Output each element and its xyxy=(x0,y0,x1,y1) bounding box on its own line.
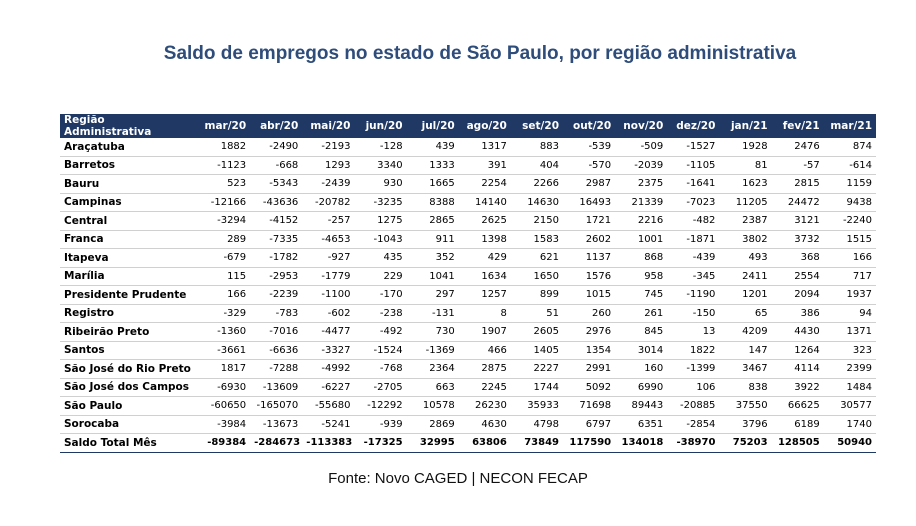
table-cell: -3235 xyxy=(354,193,406,212)
table-cell: -257 xyxy=(302,212,354,231)
table-cell: -3984 xyxy=(198,415,250,434)
table-cell: 2815 xyxy=(772,175,824,194)
table-cell: -1105 xyxy=(667,156,719,175)
table-cell: -939 xyxy=(354,415,406,434)
table-cell: -539 xyxy=(563,138,615,156)
header-month: jun/20 xyxy=(354,114,406,138)
region-name: Bauru xyxy=(60,175,198,194)
region-name: Araçatuba xyxy=(60,138,198,156)
table-cell: 30577 xyxy=(824,397,876,416)
table-cell: -1524 xyxy=(354,341,406,360)
table-cell: 106 xyxy=(667,378,719,397)
table-cell: 523 xyxy=(198,175,250,194)
table-cell: 11205 xyxy=(719,193,771,212)
table-cell: -5241 xyxy=(302,415,354,434)
table-cell: 958 xyxy=(615,267,667,286)
header-month: jul/20 xyxy=(407,114,459,138)
table-cell: 3467 xyxy=(719,360,771,379)
table-cell: 81 xyxy=(719,156,771,175)
total-value: 75203 xyxy=(719,434,771,453)
table-cell: 1515 xyxy=(824,230,876,249)
table-cell: 466 xyxy=(459,341,511,360)
header-month: fev/21 xyxy=(772,114,824,138)
table-cell: 2094 xyxy=(772,286,824,305)
table-cell: 1817 xyxy=(198,360,250,379)
table-cell: 94 xyxy=(824,304,876,323)
table-cell: 65 xyxy=(719,304,771,323)
table-cell: 6797 xyxy=(563,415,615,434)
table-cell: 4209 xyxy=(719,323,771,342)
table-cell: 16493 xyxy=(563,193,615,212)
region-name: Santos xyxy=(60,341,198,360)
page-title: Saldo de empregos no estado de São Paulo, por região administrativa xyxy=(163,43,797,64)
table-cell: -7023 xyxy=(667,193,719,212)
table-cell: 2150 xyxy=(511,212,563,231)
table-cell: 845 xyxy=(615,323,667,342)
table-cell: -2953 xyxy=(250,267,302,286)
table-cell: 1001 xyxy=(615,230,667,249)
table-cell: -2490 xyxy=(250,138,302,156)
region-name: Itapeva xyxy=(60,249,198,268)
header-month: mar/21 xyxy=(824,114,876,138)
total-value: -17325 xyxy=(354,434,406,453)
table-cell: 439 xyxy=(407,138,459,156)
header-month: jan/21 xyxy=(719,114,771,138)
table-cell: 21339 xyxy=(615,193,667,212)
header-month: mar/20 xyxy=(198,114,250,138)
table-row xyxy=(60,323,876,342)
table-cell: 730 xyxy=(407,323,459,342)
total-label: Saldo Total Mês xyxy=(60,434,198,453)
header-month: ago/20 xyxy=(459,114,511,138)
table-cell: -1527 xyxy=(667,138,719,156)
table-cell: 2976 xyxy=(563,323,615,342)
table-header-row xyxy=(60,114,876,138)
table-cell: -492 xyxy=(354,323,406,342)
table-cell: 1740 xyxy=(824,415,876,434)
table-cell: -1782 xyxy=(250,249,302,268)
table-cell: -2039 xyxy=(615,156,667,175)
table-cell: -12292 xyxy=(354,397,406,416)
header-month: nov/20 xyxy=(615,114,667,138)
table-cell: 899 xyxy=(511,286,563,305)
table-cell: 2399 xyxy=(824,360,876,379)
table-cell: 8 xyxy=(459,304,511,323)
region-name: Ribeirão Preto xyxy=(60,323,198,342)
table-row xyxy=(60,341,876,360)
table-row xyxy=(60,304,876,323)
table-cell: 89443 xyxy=(615,397,667,416)
table-cell: 1907 xyxy=(459,323,511,342)
table-cell: -3294 xyxy=(198,212,250,231)
table-cell: -55680 xyxy=(302,397,354,416)
table-cell: -1100 xyxy=(302,286,354,305)
table-cell: 229 xyxy=(354,267,406,286)
table-cell: -128 xyxy=(354,138,406,156)
table-cell: 1201 xyxy=(719,286,771,305)
table-cell: 1822 xyxy=(667,341,719,360)
table-cell: 2602 xyxy=(563,230,615,249)
table-cell: -679 xyxy=(198,249,250,268)
table-cell: -602 xyxy=(302,304,354,323)
table-cell: -668 xyxy=(250,156,302,175)
header-month: set/20 xyxy=(511,114,563,138)
table-cell: -7288 xyxy=(250,360,302,379)
table-cell: -2193 xyxy=(302,138,354,156)
table-cell: 24472 xyxy=(772,193,824,212)
table-cell: -13609 xyxy=(250,378,302,397)
table-row xyxy=(60,193,876,212)
table-cell: 51 xyxy=(511,304,563,323)
table-cell: -6930 xyxy=(198,378,250,397)
table-cell: -329 xyxy=(198,304,250,323)
region-name: São José do Rio Preto xyxy=(60,360,198,379)
table-cell: -20782 xyxy=(302,193,354,212)
table-cell: -170 xyxy=(354,286,406,305)
table-cell: -150 xyxy=(667,304,719,323)
table-cell: -439 xyxy=(667,249,719,268)
table-cell: 2254 xyxy=(459,175,511,194)
table-cell: 14140 xyxy=(459,193,511,212)
table-cell: 1484 xyxy=(824,378,876,397)
table-cell: 1665 xyxy=(407,175,459,194)
table-cell: 1354 xyxy=(563,341,615,360)
table-cell: 1264 xyxy=(772,341,824,360)
table-cell: 297 xyxy=(407,286,459,305)
table-cell: -1779 xyxy=(302,267,354,286)
table-cell: 1721 xyxy=(563,212,615,231)
header-region: Região Administrativa xyxy=(60,114,198,138)
table-cell: 1041 xyxy=(407,267,459,286)
table-row xyxy=(60,249,876,268)
table-cell: 368 xyxy=(772,249,824,268)
table-cell: -2239 xyxy=(250,286,302,305)
table-cell: 4630 xyxy=(459,415,511,434)
table-cell: -6227 xyxy=(302,378,354,397)
table-row xyxy=(60,156,876,175)
table-cell: 5092 xyxy=(563,378,615,397)
table-cell: 4114 xyxy=(772,360,824,379)
table-cell: -20885 xyxy=(667,397,719,416)
table-cell: 4798 xyxy=(511,415,563,434)
table-cell: 1015 xyxy=(563,286,615,305)
table-row xyxy=(60,415,876,434)
total-value: -284673 xyxy=(250,434,302,453)
total-value: -113383 xyxy=(302,434,354,453)
table-cell: 2987 xyxy=(563,175,615,194)
table-row xyxy=(60,267,876,286)
table-cell: 2554 xyxy=(772,267,824,286)
table-row xyxy=(60,212,876,231)
table-cell: -1641 xyxy=(667,175,719,194)
total-value: -89384 xyxy=(198,434,250,453)
table-cell: 2364 xyxy=(407,360,459,379)
table-cell: 2411 xyxy=(719,267,771,286)
table-cell: -2439 xyxy=(302,175,354,194)
table-cell: -13673 xyxy=(250,415,302,434)
table-cell: 930 xyxy=(354,175,406,194)
table-cell: 621 xyxy=(511,249,563,268)
total-value: -38970 xyxy=(667,434,719,453)
table-cell: 166 xyxy=(198,286,250,305)
table-cell: 391 xyxy=(459,156,511,175)
table-cell: 1371 xyxy=(824,323,876,342)
table-cell: 352 xyxy=(407,249,459,268)
table-cell: 1882 xyxy=(198,138,250,156)
table-cell: 745 xyxy=(615,286,667,305)
header-month: dez/20 xyxy=(667,114,719,138)
table-cell: 1576 xyxy=(563,267,615,286)
table-cell: -1360 xyxy=(198,323,250,342)
table-cell: 1937 xyxy=(824,286,876,305)
table-cell: -3661 xyxy=(198,341,250,360)
table-cell: 2216 xyxy=(615,212,667,231)
total-value: 73849 xyxy=(511,434,563,453)
table-cell: -345 xyxy=(667,267,719,286)
table-cell: 1623 xyxy=(719,175,771,194)
table-cell: 2387 xyxy=(719,212,771,231)
table-cell: -60650 xyxy=(198,397,250,416)
table-cell: 3014 xyxy=(615,341,667,360)
table-row xyxy=(60,175,876,194)
table-cell: 2869 xyxy=(407,415,459,434)
table-cell: 6351 xyxy=(615,415,667,434)
table-cell: -1369 xyxy=(407,341,459,360)
table-cell: 1405 xyxy=(511,341,563,360)
table-cell: -1043 xyxy=(354,230,406,249)
total-value: 50940 xyxy=(824,434,876,453)
table-row xyxy=(60,397,876,416)
employment-table xyxy=(60,114,876,453)
region-name: Central xyxy=(60,212,198,231)
table-cell: 2625 xyxy=(459,212,511,231)
table-cell: -4152 xyxy=(250,212,302,231)
table-cell: 37550 xyxy=(719,397,771,416)
table-cell: -131 xyxy=(407,304,459,323)
region-name: São Paulo xyxy=(60,397,198,416)
table-cell: 386 xyxy=(772,304,824,323)
table-cell: 3922 xyxy=(772,378,824,397)
table-cell: 6990 xyxy=(615,378,667,397)
table-cell: -6636 xyxy=(250,341,302,360)
total-value: 128505 xyxy=(772,434,824,453)
table-cell: 883 xyxy=(511,138,563,156)
table-cell: 1293 xyxy=(302,156,354,175)
table-cell: 717 xyxy=(824,267,876,286)
table-cell: -2854 xyxy=(667,415,719,434)
table-cell: 838 xyxy=(719,378,771,397)
total-value: 32995 xyxy=(407,434,459,453)
table-cell: 874 xyxy=(824,138,876,156)
header-month: mai/20 xyxy=(302,114,354,138)
table-cell: -4653 xyxy=(302,230,354,249)
table-cell: 435 xyxy=(354,249,406,268)
region-name: Sorocaba xyxy=(60,415,198,434)
table-cell: -7016 xyxy=(250,323,302,342)
table-cell: 2375 xyxy=(615,175,667,194)
region-name: Registro xyxy=(60,304,198,323)
table-cell: -1399 xyxy=(667,360,719,379)
table-cell: 147 xyxy=(719,341,771,360)
table-cell: -783 xyxy=(250,304,302,323)
table-cell: 3732 xyxy=(772,230,824,249)
region-name: Marília xyxy=(60,267,198,286)
table-cell: -768 xyxy=(354,360,406,379)
total-row xyxy=(60,434,876,453)
table-cell: -1123 xyxy=(198,156,250,175)
total-value: 134018 xyxy=(615,434,667,453)
table-cell: 26230 xyxy=(459,397,511,416)
table-cell: 289 xyxy=(198,230,250,249)
table-cell: -7335 xyxy=(250,230,302,249)
table-cell: 9438 xyxy=(824,193,876,212)
table-row xyxy=(60,286,876,305)
table-cell: 3121 xyxy=(772,212,824,231)
table-cell: 66625 xyxy=(772,397,824,416)
table-cell: -570 xyxy=(563,156,615,175)
table-row xyxy=(60,360,876,379)
table-cell: 1159 xyxy=(824,175,876,194)
table-cell: -2705 xyxy=(354,378,406,397)
table-cell: 8388 xyxy=(407,193,459,212)
table-cell: -1190 xyxy=(667,286,719,305)
region-name: São José dos Campos xyxy=(60,378,198,397)
table-cell: 1333 xyxy=(407,156,459,175)
table-cell: -43636 xyxy=(250,193,302,212)
table-cell: 2605 xyxy=(511,323,563,342)
table-cell: 3340 xyxy=(354,156,406,175)
table-cell: 663 xyxy=(407,378,459,397)
table-cell: 160 xyxy=(615,360,667,379)
table-cell: 3796 xyxy=(719,415,771,434)
table-cell: -927 xyxy=(302,249,354,268)
table-cell: -1871 xyxy=(667,230,719,249)
table-cell: 260 xyxy=(563,304,615,323)
table-cell: 2991 xyxy=(563,360,615,379)
table-cell: -3327 xyxy=(302,341,354,360)
table-cell: 13 xyxy=(667,323,719,342)
table-cell: 1317 xyxy=(459,138,511,156)
table-cell: 2266 xyxy=(511,175,563,194)
table-cell: 115 xyxy=(198,267,250,286)
table-cell: 323 xyxy=(824,341,876,360)
table-cell: 71698 xyxy=(563,397,615,416)
table-cell: 35933 xyxy=(511,397,563,416)
table-cell: -2240 xyxy=(824,212,876,231)
table-cell: 1137 xyxy=(563,249,615,268)
table-cell: -5343 xyxy=(250,175,302,194)
table-cell: 2227 xyxy=(511,360,563,379)
table-cell: -4992 xyxy=(302,360,354,379)
table-cell: 4430 xyxy=(772,323,824,342)
region-name: Presidente Prudente xyxy=(60,286,198,305)
table-row xyxy=(60,230,876,249)
source-note: Fonte: Novo CAGED | NECON FECAP xyxy=(328,470,588,487)
total-value: 117590 xyxy=(563,434,615,453)
table-cell: 493 xyxy=(719,249,771,268)
table-cell: 1650 xyxy=(511,267,563,286)
table-cell: 10578 xyxy=(407,397,459,416)
table-cell: 868 xyxy=(615,249,667,268)
table-cell: 1928 xyxy=(719,138,771,156)
table-cell: 1744 xyxy=(511,378,563,397)
table-cell: 1634 xyxy=(459,267,511,286)
table-cell: 1275 xyxy=(354,212,406,231)
table-cell: 166 xyxy=(824,249,876,268)
region-name: Campinas xyxy=(60,193,198,212)
table-cell: -57 xyxy=(772,156,824,175)
region-name: Barretos xyxy=(60,156,198,175)
table-cell: 911 xyxy=(407,230,459,249)
header-month: abr/20 xyxy=(250,114,302,138)
total-value: 63806 xyxy=(459,434,511,453)
table-row xyxy=(60,378,876,397)
table-cell: -509 xyxy=(615,138,667,156)
table-cell: -165070 xyxy=(250,397,302,416)
table-cell: 1398 xyxy=(459,230,511,249)
table-cell: 2476 xyxy=(772,138,824,156)
table-cell: 6189 xyxy=(772,415,824,434)
table-cell: -614 xyxy=(824,156,876,175)
table-cell: 3802 xyxy=(719,230,771,249)
table-cell: -238 xyxy=(354,304,406,323)
table-cell: 2245 xyxy=(459,378,511,397)
table-body xyxy=(60,138,876,452)
table-cell: 14630 xyxy=(511,193,563,212)
table-cell: 404 xyxy=(511,156,563,175)
table-cell: -482 xyxy=(667,212,719,231)
table-cell: 429 xyxy=(459,249,511,268)
table-cell: -4477 xyxy=(302,323,354,342)
table-cell: 2875 xyxy=(459,360,511,379)
table-cell: 2865 xyxy=(407,212,459,231)
table-cell: -12166 xyxy=(198,193,250,212)
region-name: Franca xyxy=(60,230,198,249)
table-cell: 1583 xyxy=(511,230,563,249)
table-cell: 261 xyxy=(615,304,667,323)
table-cell: 1257 xyxy=(459,286,511,305)
header-month: out/20 xyxy=(563,114,615,138)
table-row xyxy=(60,138,876,156)
